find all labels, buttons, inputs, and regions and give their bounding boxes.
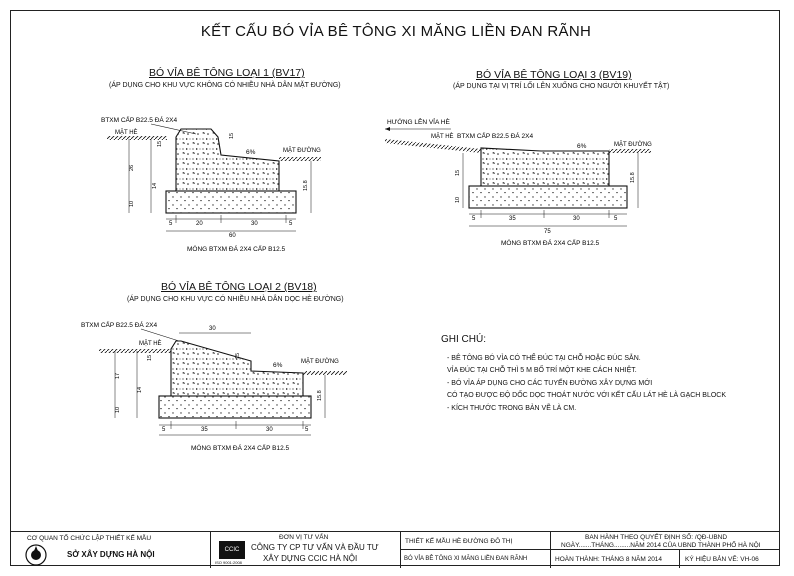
type3-curb-body [481, 148, 609, 186]
type2-dim-v1: 15 [147, 354, 153, 361]
type1-btxm-label: BTXM CẤP B22.5 ĐÁ 2X4 [101, 117, 178, 124]
drawing-sheet [10, 10, 780, 566]
title-block [11, 531, 779, 568]
tb-consult-name-2: XÂY DỰNG CCIC HÀ NỘI [263, 554, 358, 563]
tb-completed: HOÀN THÀNH: THÁNG 8 NĂM 2014 [555, 556, 663, 563]
type1-foundation-label: MÓNG BTXM ĐÁ 2X4 CẤP B12.5 [187, 246, 286, 253]
note-item: - BÊ TÔNG BÓ VỈA CÓ THỂ ĐÚC TẠI CHỖ HOẶC ĐÚC SẴN. [447, 354, 641, 362]
type2-road-ground [303, 371, 347, 375]
type3-subtitle: (ÁP DỤNG TẠI VỊ TRÍ LỐI LÊN XUỐNG CHO NGƯỜI KHUYẾT TẬT) [453, 83, 670, 90]
drawing-title: KẾT CẤU BÓ VỈA BÊ TÔNG XI MĂNG LIỀN ĐAN RÃNH [200, 23, 592, 40]
tb-consult-label: ĐƠN VỊ TƯ VẤN [279, 534, 329, 541]
type2-foundation-label: MÓNG BTXM ĐÁ 2X4 CẤP B12.5 [191, 445, 290, 452]
sections-drawing [11, 11, 781, 531]
type3-foundation-label: MÓNG BTXM ĐÁ 2X4 CẤP B12.5 [501, 240, 600, 247]
type2-curb-body [171, 341, 303, 396]
type2-sidewalk-ground [99, 349, 173, 353]
type1-dim-b4: 5 [289, 221, 293, 227]
type3-dim-total: 75 [544, 229, 551, 235]
tb-consult-cell [211, 532, 401, 568]
type2-btxm-label: BTXM CẤP B22.5 ĐÁ 2X4 [81, 322, 158, 329]
tb-drawing-name: BÓ VỈA BÊ TÔNG XI MĂNG LIỀN ĐAN RÃNH [404, 556, 528, 562]
type1-section [101, 114, 321, 253]
type1-dim-v3: 14 [152, 182, 158, 189]
type2-dim-v3: 14 [137, 386, 143, 393]
type3-dim-v1: 15 [455, 169, 461, 176]
type2-dim-b4: 5 [305, 427, 309, 433]
type1-mat-duong-label: MẶT ĐƯỜNG [283, 148, 321, 154]
tb-design-label: THIẾT KẾ MẪU HÈ ĐƯỜNG ĐÔ THỊ [405, 538, 513, 545]
type2-dim-b1: 5 [162, 427, 166, 433]
tb-design-cell [401, 532, 551, 568]
type3-road-ground [609, 149, 651, 153]
tb-decision-1: BAN HÀNH THEO QUYẾT ĐỊNH SỐ: /QĐ-UBND [585, 534, 728, 541]
type3-mat-duong-label: MẶT ĐƯỜNG [614, 142, 652, 148]
type2-dim-v5: 15 [235, 352, 241, 359]
type1-dim-v2: 26 [129, 164, 135, 171]
type1-dim-b2: 20 [196, 221, 203, 227]
type2-dim-v2: 17 [115, 372, 121, 379]
notes-block [441, 334, 726, 415]
type3-dim-v3: 15.8 [630, 172, 636, 183]
type3-dim-b3: 30 [573, 216, 580, 222]
note-item: - KÍCH THƯỚC TRONG BẢN VẼ LÀ CM. [447, 404, 577, 412]
type3-title: BÓ VỈA BÊ TÔNG LOẠI 3 (BV19) [476, 69, 632, 81]
tb-org-cell [11, 532, 211, 568]
type1-slope-label: 6% [246, 149, 256, 156]
type2-slope-label: 6% [273, 362, 283, 369]
type2-dim-b3: 30 [266, 427, 273, 433]
tb-iso-text: ISO 9001:2008 [215, 560, 242, 565]
type2-dim-v6: 15.8 [317, 390, 323, 401]
type1-dim-b3: 30 [251, 221, 258, 227]
type1-dim-total: 60 [229, 233, 236, 239]
type3-foundation [469, 186, 627, 208]
type2-dim-top: 30 [209, 326, 216, 332]
type3-direction-label: HƯỚNG LÊN VỈA HÈ [387, 119, 450, 126]
type2-section [81, 319, 347, 452]
type1-curb-body [176, 129, 279, 191]
tb-org-name: SỞ XÂY DỰNG HÀ NỘI [67, 550, 155, 559]
type2-dim-v4: 10 [115, 406, 121, 413]
note-item: VỈA ĐÚC TẠI CHỖ THÌ 5 M BỐ TRÍ MỘT KHE CÁCH NHIỆT. [447, 367, 637, 374]
type2-mat-he-label: MẶT HÈ [139, 341, 162, 347]
type3-dim-b1: 5 [472, 216, 476, 222]
type1-road-ground [279, 157, 321, 161]
tb-consult-name-1: CÔNG TY CP TƯ VẤN VÀ ĐẦU TƯ [251, 543, 379, 552]
note-item: - BÓ VỈA ÁP DỤNG CHO CÁC TUYẾN ĐƯỜNG XÂY DỰNG MỚI [447, 379, 653, 387]
type1-subtitle: (ÁP DỤNG CHO KHU VỰC KHÔNG CÓ NHIỀU NHÀ DÂN MẶT ĐƯỜNG) [109, 82, 341, 89]
type3-dim-v2: 10 [455, 196, 461, 203]
ccic-logo-icon: CCIC [219, 541, 245, 559]
tb-decision-cell [551, 532, 779, 568]
type3-slope-label: 6% [577, 143, 587, 150]
type3-btxm-label: BTXM CẤP B22.5 ĐÁ 2X4 [457, 133, 534, 140]
type3-dim-b2: 35 [509, 216, 516, 222]
type3-dim-b4: 5 [614, 216, 618, 222]
type1-foundation [166, 191, 296, 213]
org-emblem-icon [25, 544, 47, 566]
notes-heading: GHI CHÚ: [441, 334, 486, 345]
type1-dim-v5: 15 [229, 132, 235, 139]
type1-sidewalk-ground [107, 136, 167, 140]
type3-sidewalk-ground [385, 139, 481, 153]
tb-decision-2: NGÀY.......THÁNG.........NĂM 2014 CỦA UBND THÀNH PHỐ HÀ NỘI [561, 542, 761, 549]
type1-dim-b1: 5 [169, 221, 173, 227]
type2-dim-b2: 35 [201, 427, 208, 433]
type1-mat-he-label: MẶT HÈ [115, 130, 138, 136]
type3-mat-he-label: MẶT HÈ [431, 134, 454, 140]
note-item: CÓ TẠO ĐƯỢC ĐỘ DỐC DỌC THOÁT NƯỚC VỚI KẾT CẤU LÁT HÈ LÀ GẠCH BLOCK [447, 392, 727, 399]
type2-foundation [159, 396, 311, 418]
tb-sheet-code: KÝ HIỆU BẢN VẼ: VH-06 [685, 556, 759, 563]
type3-section [385, 117, 652, 247]
type2-title: BÓ VỈA BÊ TÔNG LOẠI 2 (BV18) [161, 281, 317, 293]
type1-dim-v4: 10 [129, 200, 135, 207]
tb-org-label: CƠ QUAN TỔ CHỨC LẬP THIẾT KẾ MẪU [27, 535, 152, 542]
type2-mat-duong-label: MẶT ĐƯỜNG [301, 359, 339, 365]
type1-dim-v1: 15 [157, 140, 163, 147]
type2-subtitle: (ÁP DỤNG CHO KHU VỰC CÓ NHIỀU NHÀ DÂN DỌC HÈ ĐƯỜNG) [127, 296, 344, 303]
type1-dim-v6: 15.8 [303, 180, 309, 191]
type1-title: BÓ VỈA BÊ TÔNG LOẠI 1 (BV17) [149, 67, 305, 79]
